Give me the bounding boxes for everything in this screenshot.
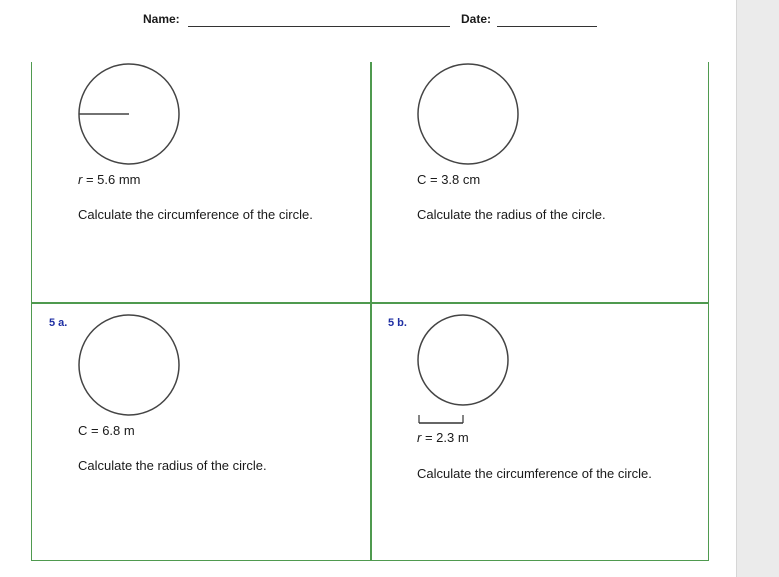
grid-divider-horizontal <box>32 302 708 304</box>
circle-figure <box>417 63 521 167</box>
circle-figure <box>417 314 511 408</box>
measure-value: = 5.6 mm <box>82 172 141 187</box>
problem-number: 5 b. <box>388 317 407 329</box>
measurement-label <box>78 423 135 438</box>
circle-outline <box>79 315 179 415</box>
circle-outline <box>418 315 508 405</box>
name-field[interactable] <box>188 26 450 27</box>
scale-bar-icon <box>417 414 467 426</box>
measure-variable: r <box>78 172 83 187</box>
measurement-label <box>417 172 480 187</box>
measure-variable: C <box>78 423 88 438</box>
date-label: Date: <box>461 12 492 26</box>
circle-figure <box>78 314 182 418</box>
page-edge-strip <box>736 0 779 577</box>
measure-variable: C <box>417 172 427 187</box>
measurement-label <box>417 430 469 445</box>
problem-instruction: Calculate the radius of the circle. <box>417 207 606 222</box>
circle-outline <box>418 64 518 164</box>
worksheet-header <box>0 12 736 32</box>
problem-instruction: Calculate the circumference of the circle. <box>417 466 652 481</box>
date-field[interactable] <box>497 26 597 27</box>
circle-with-radius-figure <box>78 63 182 167</box>
grid-divider-vertical <box>370 62 372 560</box>
problem-instruction: Calculate the radius of the circle. <box>78 458 267 473</box>
measurement-label <box>78 172 141 187</box>
name-label: Name: <box>143 12 180 26</box>
measure-value: = 6.8 m <box>87 423 135 438</box>
measure-value: = 2.3 m <box>421 430 469 445</box>
measure-value: = 3.8 cm <box>426 172 481 187</box>
problem-number: 5 a. <box>49 317 68 329</box>
problem-instruction: Calculate the circumference of the circle. <box>78 207 313 222</box>
measure-variable: r <box>417 430 422 445</box>
